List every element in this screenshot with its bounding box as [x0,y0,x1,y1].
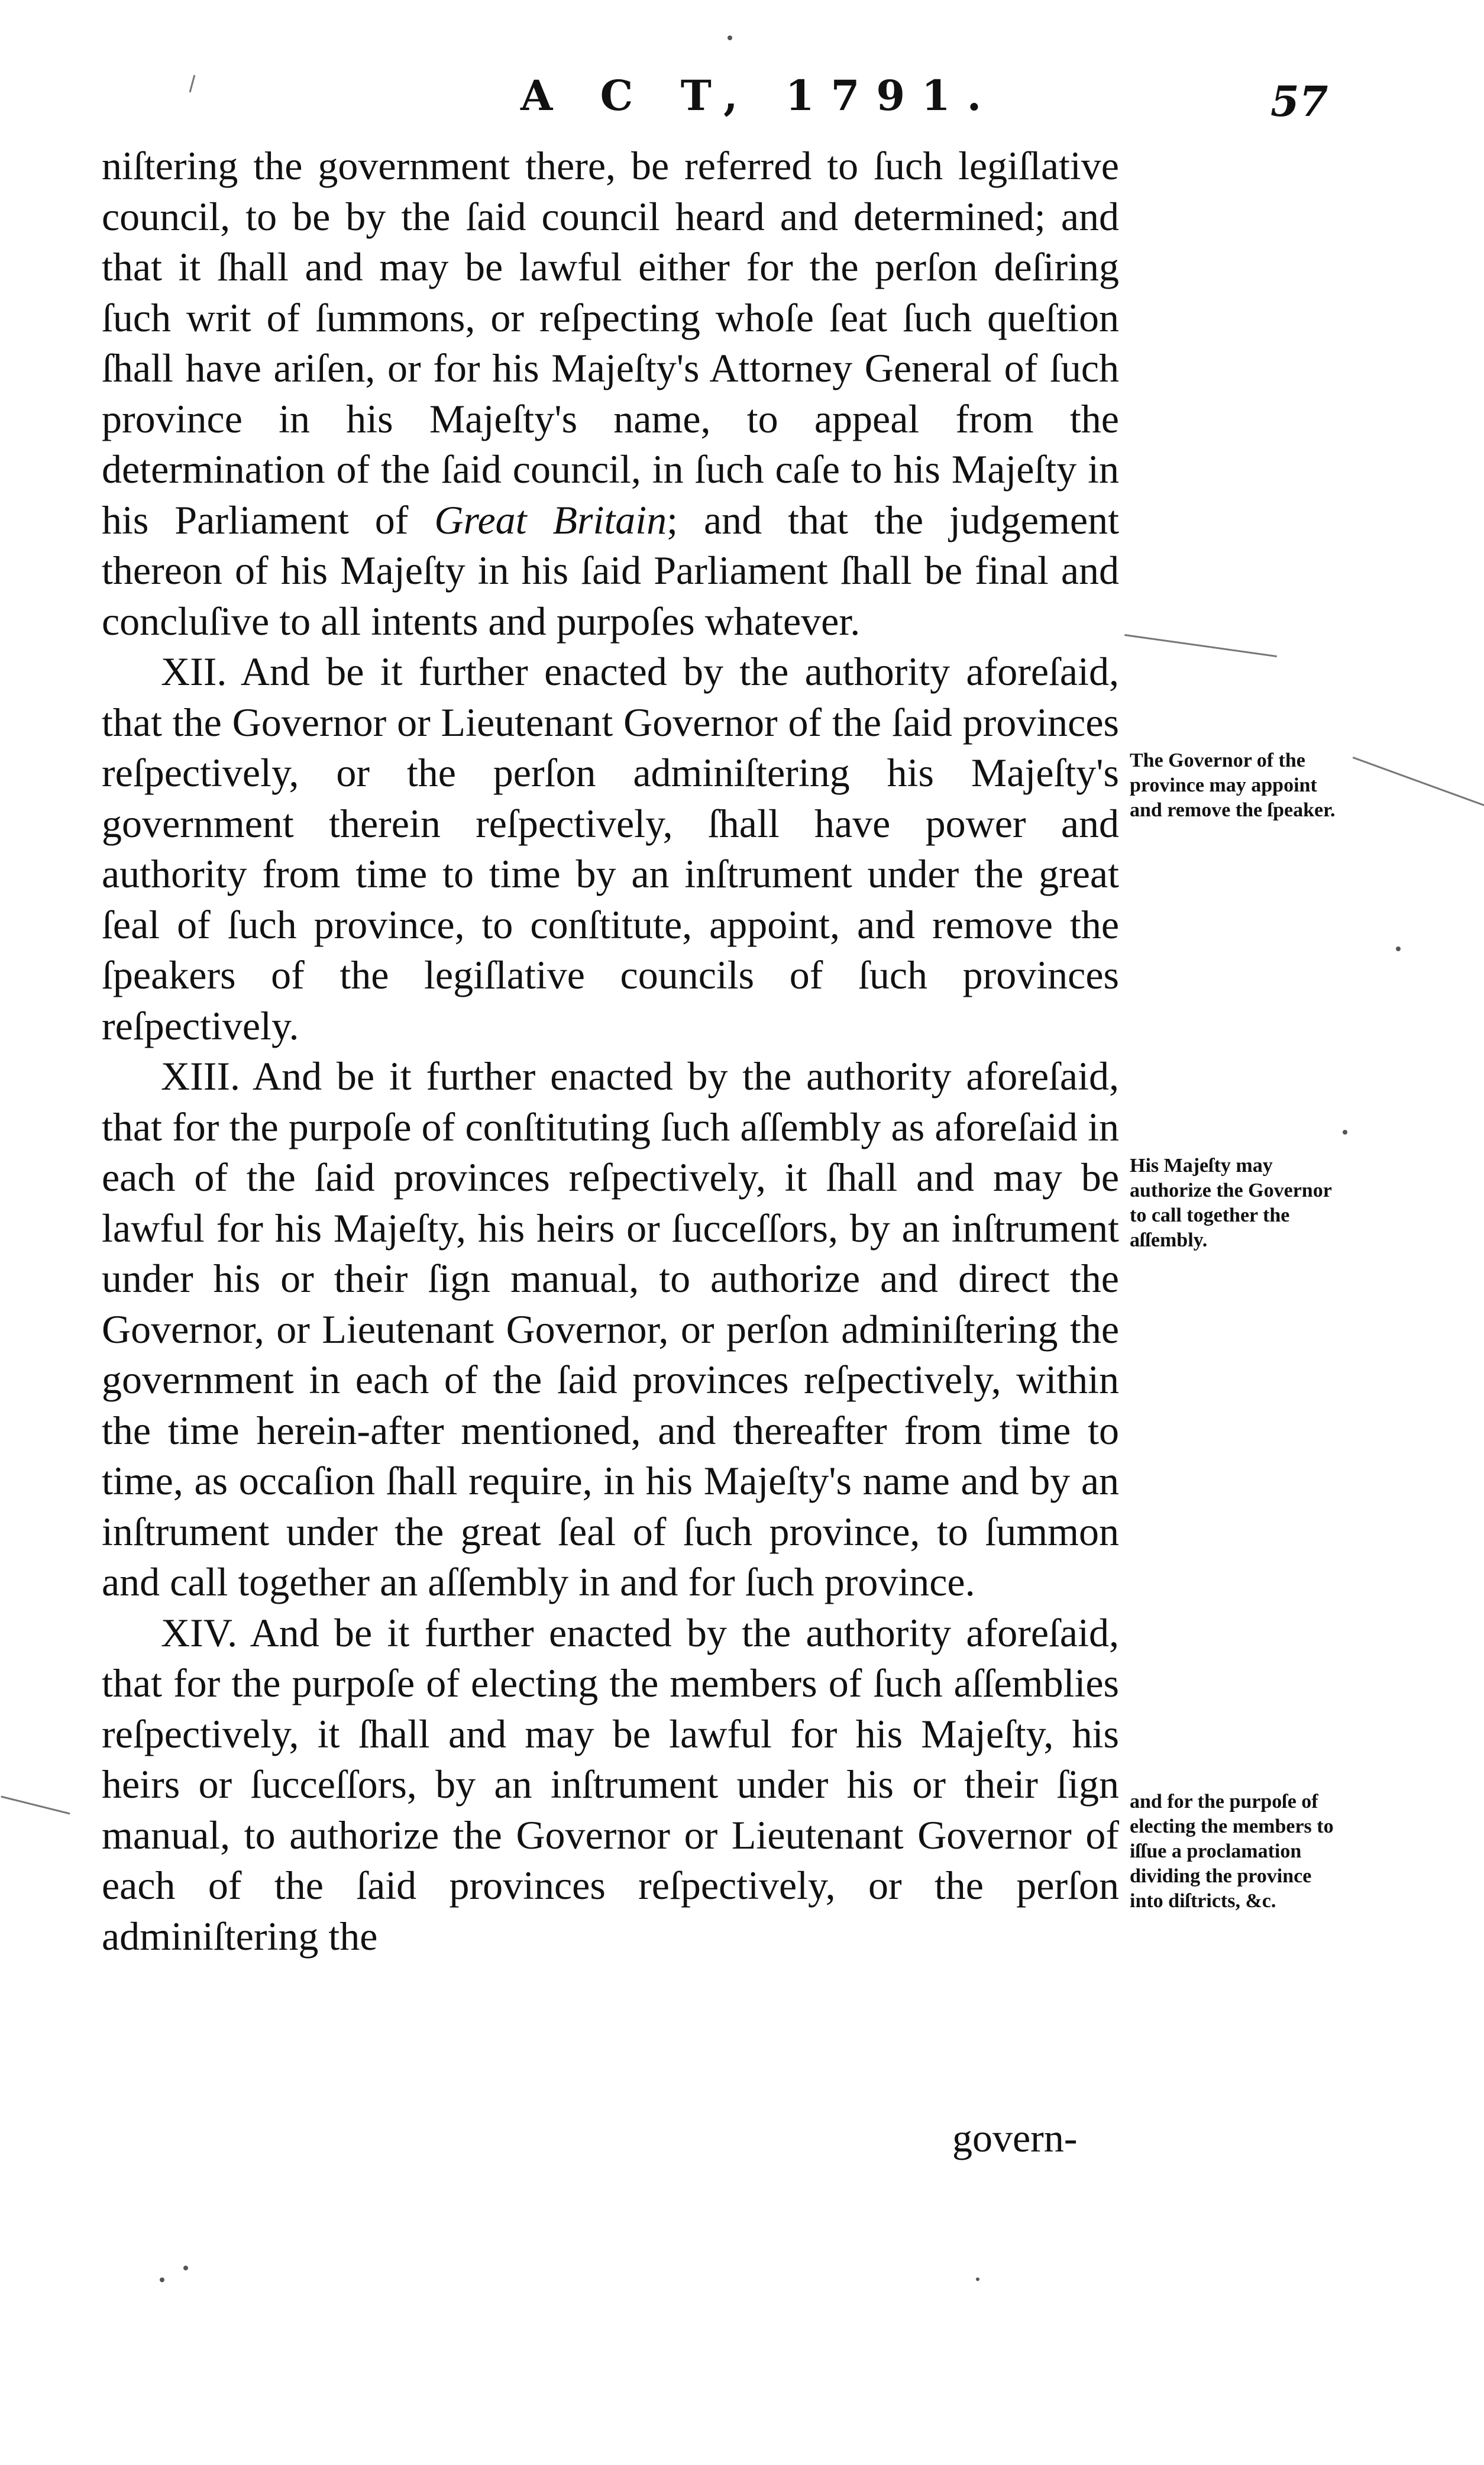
scan-artifact [189,75,196,93]
scan-artifact [183,2266,188,2270]
section-xii: XII. And be it further enacted by the authority aforeſaid, that the Governor or Lieutenant Governor of the ſaid provinces reſpectively, or the perſon adminiſtering his Majeſty's government therein reſpectively, ſhall have power and authority from time to time by an inſtrument under the great ſeal of ſuch province, to conſtitute, appoint, and remove the ſpeakers of the legiſlative councils of ſuch provinces reſpectively. [102,649,1119,1048]
paragraph-text-end: ; and that the judgement thereon of his Majeſty in his ſaid Parliament ſhall be final and concluſive to all intents and purpoſes whatever. [102,497,1120,644]
scan-artifact [1343,1130,1347,1135]
scan-artifact [728,35,732,40]
section-xiv: XIV. And be it further enacted by the authority aforeſaid, that for the purpoſe of electing the members of ſuch aſſemblies reſpectively, it ſhall and may be lawful for his Majeſty, his heirs or ſucceſſors, by an inſtrument under his or their ſign manual, to authorize the Governor or Lieutenant Governor of each of the ſaid provinces reſpectively, or the perſon adminiſtering the [102,1610,1119,1959]
margin-note-governor-speaker: The Governor of the province may appoint and remove the ſpeaker. [1130,749,1336,821]
scan-artifact [1,1796,70,1815]
paragraph-text: niſtering the government there, be referred to ſuch legiſlative council, to be by the ſaid council heard and determined; and that it ſhall and may be lawful either for the perſon deſiring ſuch writ of ſummons, or reſpecting whoſe ſeat ſuch queſtion ſhall have ariſen, or for his Majeſty's Attorney General of ſuch province in his Majeſty's name, to appeal from the determination of the ſaid council, in ſuch caſe to his Majeſty in his Parliament of [102,143,1119,542]
running-head: A C T, 1791. [520,71,998,120]
paragraph-continuation [102,141,1119,647]
italic-place-name: Great Britain [434,497,667,542]
margin-note-electing-members: and for the purpoſe of electing the members to iſſue a proclamation dividing the province into diſtricts, &c. [1130,1791,1334,1912]
catchword: govern- [952,2115,1078,2160]
section-xiii: XIII. And be it further enacted by the authority aforeſaid, that for the purpoſe of conſtituting ſuch aſſembly as aforeſaid in each of the ſaid provinces reſpectively, it ſhall and may be lawful for his Majeſty, his heirs or ſucceſſors, by an inſtrument under his or their ſign manual, to authorize and direct the Governor, or Lieutenant Governor, or perſon adminiſtering the government in each of the ſaid provinces reſpectively, within the time herein-after mentioned, and thereafter from time to time, as occaſion ſhall require, in his Majeſty's name and by an inſtrument under the great ſeal of ſuch province, to ſummon and call together an aſſembly in and for ſuch province. [102,1054,1119,1604]
scan-artifact [1396,946,1401,951]
scan-artifact [976,2277,979,2281]
page-number: 57 [1270,77,1328,126]
margin-note-majesty-assembly: His Majeſty may authorize the Governor to call together the aſſembly. [1130,1155,1332,1251]
body-text [102,141,1119,1962]
scan-artifact [1124,634,1277,657]
scan-artifact [1353,757,1484,807]
scan-artifact [160,2277,164,2282]
